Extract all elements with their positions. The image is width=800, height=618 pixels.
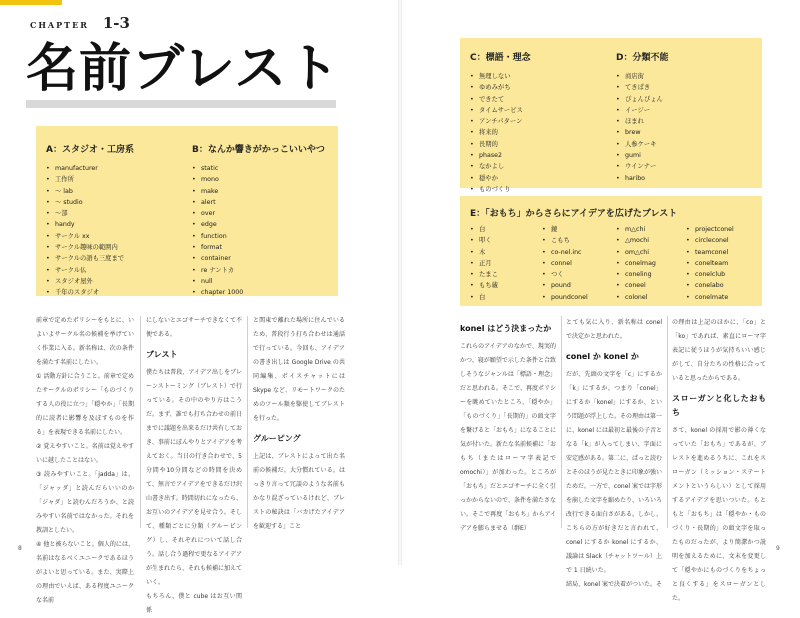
box-a-list <box>46 163 186 299</box>
list-item: • 無理しない <box>470 71 610 82</box>
chapter-word: CHAPTER <box>30 20 89 30</box>
list-item: • poundconel <box>542 292 588 303</box>
idea-box-e <box>460 196 762 306</box>
list-item: • 穏やか <box>470 173 610 184</box>
list-item: • つく <box>542 269 588 280</box>
list-item: • co-nel.inc <box>542 247 588 258</box>
list-item: • 〜 studio <box>46 197 186 208</box>
box-e-list <box>542 224 588 303</box>
list-item: • ものづくり <box>470 184 610 195</box>
list-item: • coneling <box>616 269 656 280</box>
list-item: • haribo <box>616 173 756 184</box>
list-item: • 白 <box>470 224 498 235</box>
box-e-list <box>686 224 734 303</box>
section-heading: conel か konel か <box>566 352 639 361</box>
paragraph: にしないとエゴサーチできなくて不便である。 <box>146 317 243 338</box>
paragraph: もちろん、僕と cube はお互い関係 <box>146 593 242 614</box>
box-e-list <box>616 224 656 303</box>
list-item: • なかよし <box>470 161 610 172</box>
list-item: • colonel <box>616 292 656 303</box>
list-item: • たまこ <box>470 269 498 280</box>
list-item: • conelmag <box>616 258 656 269</box>
paragraph: だが、先頭の文字を「c」にするか「k」にするか。つまり「conel」にするか「konel」にするか、という問題が浮上した。その理由は第一に、konel には最初と最後の子音となる「k」が入ってしまい、字面に安定感がある。第二に、ぱっと読むとそのほうが見たときに印象が強いためだ。一方で、conel 案では字形を崩した文字を縮めたり、いろいろ改行できる面白さがある。しかし、こちらの方が好きだと言われて、conel にするか konel にするか、議論は Slack（チャットツール）上で 1 日続いた。 <box>566 371 663 574</box>
list-item: • chapter 1000 <box>192 287 332 298</box>
list-item: • manufacturer <box>46 163 186 174</box>
list-item: • イージー <box>616 105 756 116</box>
section-heading: スローガンと化したおもち <box>672 394 766 417</box>
list-item: • edge <box>192 219 332 230</box>
list-item: • てきぱき <box>616 82 756 93</box>
box-b-list <box>192 163 332 299</box>
right-page <box>400 0 800 602</box>
paragraph: 僕たちは普段、アイデア出しをブレーンストーミング（ブレスト）で行っている。その中のやり方はこうだ。まず、誰でも打ち合わせの前日までに議題を出来るだけ共有しておき、事前にぼんやりとアイデアを考えておく。当日の行き合わせで、5分間や10分間などの時間を決めて、無言でアイデアをできるだけ沢山書き出す。時間切れになったら、お互いのアイデアを見せ合う。そして、種類ごとに分類（グルーピング）し、それぞれについて話し合う。話し合う過程で更なるアイデアが生まれたら、それも候補に加えていく。 <box>146 369 243 586</box>
paragraph: ② 覚えやすいこと。名前は覚えやすいに越したことはない。 <box>36 443 134 464</box>
list-item: • m△chi <box>616 224 656 235</box>
box-d-title: D：分類不能 <box>616 53 669 63</box>
box-b <box>192 142 332 299</box>
box-e-list <box>470 224 498 303</box>
list-item: • teamconel <box>686 247 734 258</box>
list-item: • ゆめみがち <box>470 82 610 93</box>
body-column-2 <box>146 314 242 618</box>
list-item: • format <box>192 242 332 253</box>
section-heading: konel はどう決まったか <box>460 324 552 333</box>
body-column-3 <box>672 316 766 606</box>
paragraph: ① 活動方針に合うこと。前章で定めたサークルのポリシー「ものづくりする人の役に立つ」「穏やか」「長期的に読者に影響を及ぼすものを作る」を表現できる名前にしたい。 <box>36 373 134 436</box>
paragraph: の理由は上記のほかに、「co」と「ko」であれば、素直にローマ字表記に従うほうが気持ちいい感じがして、自分たちの性格に合っていると思ったからである。 <box>672 319 766 382</box>
paragraph: ④ 他と被らないこと。個人的には、名前はなるべくユニークであるほうがよいと思っている。また、実際上の理由でいえば、ある程度ユニークな名前 <box>36 541 134 604</box>
list-item: • 〜部 <box>46 208 186 219</box>
box-a-title: A：スタジオ・工房系 <box>46 145 134 155</box>
list-item: • スタジオ屋外 <box>46 276 186 287</box>
list-item: • 〜 lab <box>46 186 186 197</box>
list-item: • pound <box>542 280 588 291</box>
title-underline <box>26 100 336 108</box>
list-item: • できたて <box>470 94 610 105</box>
chapter-color-bar <box>0 0 62 5</box>
idea-box-cd <box>460 38 762 193</box>
list-item: • phase2 <box>470 150 610 161</box>
chapter-number: 1-3 <box>102 14 130 32</box>
paragraph: 上記は、ブレストによって出た名前の候補だ。大分慣れている。はっきり言って冗談のような名前もかなり混ざっているけれど、ブレストの秘訣は「バカげたアイデアを歓迎する」こと <box>253 453 345 530</box>
page-number: 8 <box>18 545 22 552</box>
list-item: • △mochi <box>616 235 656 246</box>
body-column-2 <box>566 316 662 592</box>
list-item: • 千年のスタジオ <box>46 287 186 298</box>
paragraph: ③ 読みやすいこと。「jadda」は、「ジャッダ」と読んだらいいのか「ジャダ」と読むんだろうか、と読みやすい名前ではなかった。それを教訓としたい。 <box>36 471 134 534</box>
box-b-title: B：なんか響きがかっこいいやつ <box>192 145 325 155</box>
left-page <box>0 0 400 614</box>
idea-box-ab <box>36 126 338 296</box>
page-title: 名前ブレスト <box>26 38 341 99</box>
list-item: • om△chi <box>616 247 656 258</box>
list-item: • ウインナー <box>616 161 756 172</box>
box-c-title: C：標語・理念 <box>470 53 531 63</box>
body-column-1 <box>36 314 134 608</box>
list-item: • アンチパターン <box>470 116 610 127</box>
list-item: • brew <box>616 127 756 138</box>
column-divider <box>140 316 141 528</box>
box-a <box>46 142 186 299</box>
list-item: • こもち <box>542 235 588 246</box>
list-item: • 商店街 <box>616 71 756 82</box>
title-block <box>26 38 366 110</box>
section-heading: グルーピング <box>253 434 301 443</box>
list-item: • 長期的 <box>470 139 610 150</box>
list-item: • re ナントカ <box>192 265 332 276</box>
paragraph: とても気に入り、新名称は conel で決定かと思われた。 <box>566 319 662 340</box>
list-item: • handy <box>46 219 186 230</box>
list-item: • gumi <box>616 150 756 161</box>
list-item: • alert <box>192 197 332 208</box>
list-item: • circleconel <box>686 235 734 246</box>
box-d <box>616 50 756 184</box>
list-item: • 正月 <box>470 258 498 269</box>
list-item: • container <box>192 253 332 264</box>
box-c-list <box>470 71 610 195</box>
paragraph: さて、konel の採用で影の薄くなっていた「おもち」であるが、ブレストを進めるうちに、これをスローガン（ミッション・ステートメントというらしい）として採用するアイデアを思いついた。もともと「おもち」は「穏やか・ものづくり・長期的」の頭文字を取ったものだったが、より簡潔かつ説明を加えるために、文末を変更して「穏やかにものづくりをちょっと良くする」をスローガンとした。 <box>672 427 766 602</box>
list-item: • サークル趣味の範囲内 <box>46 242 186 253</box>
list-item: • ぴょんぴょん <box>616 94 756 105</box>
column-divider <box>247 316 248 528</box>
list-item: • over <box>192 208 332 219</box>
list-item: • タイムサービス <box>470 105 610 116</box>
paragraph: 前章で定めたポリシーをもとに、いよいよサークル名の候補を挙げていく作業に入る。新名称は、次の条件を満たす名前にしたい。 <box>36 317 134 366</box>
chapter-label <box>30 14 130 32</box>
paragraph: と関東で離れた場所に住んでいるため、普段行う打ち合わせは通話で行っている。今回も、アイデアの書き出しは Google Drive の共同編集、ボイスチャットには Skype など、リモートワークのためのツール類を駆使してブレストを行った。 <box>253 317 345 422</box>
list-item: • null <box>192 276 332 287</box>
list-item: • conelclub <box>686 269 734 280</box>
list-item: • static <box>192 163 332 174</box>
list-item: • connel <box>542 258 588 269</box>
list-item: • サークル仏 <box>46 265 186 276</box>
box-d-list <box>616 71 756 184</box>
column-divider <box>561 316 562 528</box>
list-item: • 白 <box>470 292 498 303</box>
list-item: • conelabo <box>686 280 734 291</box>
list-item: • mono <box>192 174 332 185</box>
box-c <box>470 50 610 195</box>
paragraph: これらのアイデアのなかで、現実的かつ、寝が願望で示した条件と合致しそうなジャンルは「標語・理念」だと思われる。そこで、再度ポリシーを眺めていたところ、「穏やか」「ものづくり」「長期的」の頭文字を繋げると「おもち」になることに気が付いた。新たな名前候補に「おもち（またはローマ字表記で omochi）」が加わった。ところが「おもち」だとエゴサーチに全く引っかからないので、条件を満たさない。そこで再度「おもち」からアイデアを膨らませる（群E） <box>460 343 557 532</box>
list-item: • projectconel <box>686 224 734 235</box>
body-column-3 <box>253 314 345 534</box>
list-item: • 工作所 <box>46 174 186 185</box>
list-item: • conelteam <box>686 258 734 269</box>
list-item: • 鏡 <box>542 224 588 235</box>
list-item: • 将来的 <box>470 127 610 138</box>
list-item: • サークルの語も三度まで <box>46 253 186 264</box>
list-item: • make <box>192 186 332 197</box>
list-item: • conelmate <box>686 292 734 303</box>
list-item: • function <box>192 231 332 242</box>
page-number: 9 <box>776 545 780 552</box>
box-e-title: E：「おもち」からさらにアイデアを広げたブレスト <box>470 209 678 219</box>
paragraph: 結局、konel 案で決着がついた。そ <box>566 581 663 588</box>
body-column-1 <box>460 316 556 536</box>
list-item: • 人参ケーキ <box>616 139 756 150</box>
list-item: • 叩く <box>470 235 498 246</box>
list-item: • サークル xx <box>46 231 186 242</box>
section-heading: ブレスト <box>146 350 178 359</box>
list-item: • 木 <box>470 247 498 258</box>
column-divider <box>667 316 668 528</box>
list-item: • ほまれ <box>616 116 756 127</box>
list-item: • もち蔵 <box>470 280 498 291</box>
list-item: • coneel <box>616 280 656 291</box>
